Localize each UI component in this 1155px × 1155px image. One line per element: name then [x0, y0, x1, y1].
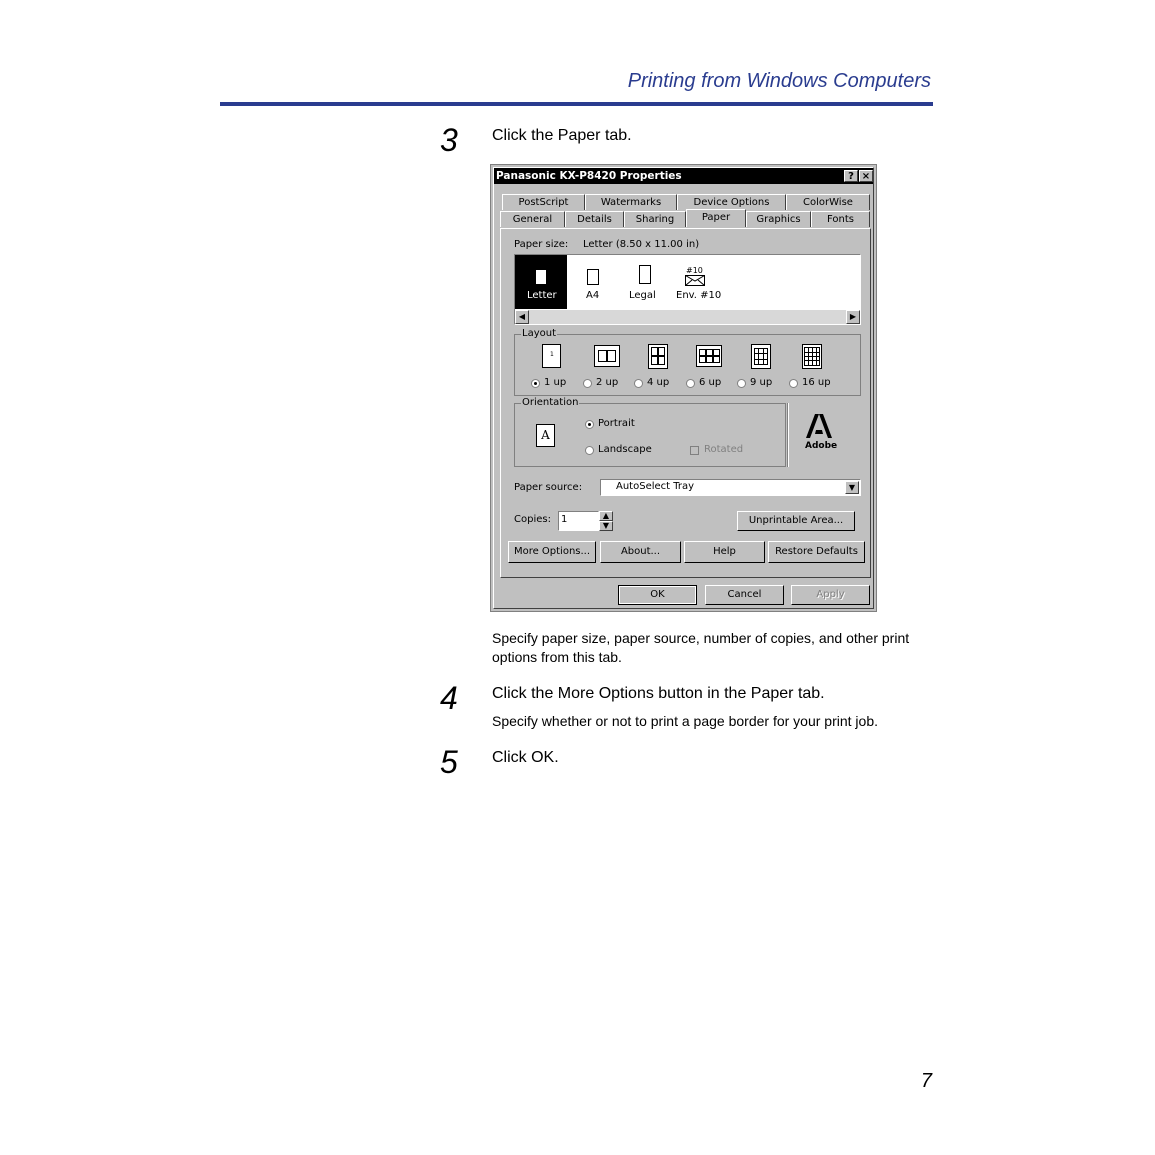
- tab-postscript[interactable]: PostScript: [502, 194, 585, 210]
- help-title-button[interactable]: ?: [844, 170, 858, 182]
- layout-6up-radio[interactable]: [686, 379, 695, 388]
- tab-device-options[interactable]: Device Options: [677, 194, 786, 210]
- paper-letter-item[interactable]: [515, 255, 567, 309]
- layout-1up-icon[interactable]: 1: [542, 344, 561, 368]
- layout-2up-label: 2 up: [596, 377, 619, 388]
- copies-input[interactable]: [558, 511, 599, 531]
- layout-16up-icon[interactable]: [802, 344, 822, 369]
- tab-details[interactable]: Details: [565, 211, 624, 227]
- more-options-button[interactable]: More Options...: [508, 541, 596, 563]
- paper-a4-item[interactable]: [575, 255, 615, 309]
- paper-size-value: Letter (8.50 x 11.00 in): [583, 239, 700, 250]
- layout-4up-icon[interactable]: [648, 344, 668, 369]
- tab-sharing[interactable]: Sharing: [624, 211, 686, 227]
- step-3-text: Click the Paper tab.: [492, 127, 632, 144]
- close-icon[interactable]: ×: [859, 170, 873, 182]
- layout-4up-radio[interactable]: [634, 379, 643, 388]
- page-number: 7: [920, 1070, 932, 1092]
- layout-9up-radio[interactable]: [737, 379, 746, 388]
- chevron-down-icon[interactable]: ▼: [845, 481, 859, 494]
- layout-9up-label: 9 up: [750, 377, 773, 388]
- orientation-page-icon: A: [536, 424, 555, 447]
- landscape-label: Landscape: [598, 444, 652, 455]
- paper-source-label: Paper source:: [514, 482, 583, 493]
- layout-6up-icon[interactable]: [696, 345, 722, 367]
- layout-9up-icon[interactable]: [751, 344, 771, 369]
- page-header-title: Printing from Windows Computers: [627, 70, 931, 92]
- paper-a4-label: A4: [586, 290, 600, 301]
- rotated-label: Rotated: [704, 444, 744, 455]
- rotated-checkbox[interactable]: [690, 446, 699, 455]
- dialog-title: Panasonic KX-P8420 Properties: [496, 170, 682, 182]
- step-5-number: 5: [440, 744, 458, 780]
- help-button[interactable]: Help: [684, 541, 765, 563]
- layout-1up-label: 1 up: [544, 377, 567, 388]
- tab-graphics[interactable]: Graphics: [746, 211, 811, 227]
- adobe-label: Adobe: [805, 441, 838, 451]
- paper-env10-item[interactable]: [673, 255, 723, 309]
- step-4-detail: Specify whether or not to print a page border for your print job.: [492, 713, 878, 729]
- layout-1up-radio[interactable]: [531, 379, 540, 388]
- step-3-number: 3: [440, 122, 458, 158]
- tab-fonts[interactable]: Fonts: [811, 211, 870, 227]
- paper-size-label: Paper size:: [514, 239, 569, 250]
- apply-button[interactable]: Apply: [791, 585, 870, 605]
- legal-page-icon: [639, 265, 651, 284]
- copies-up-icon[interactable]: ▲: [599, 511, 613, 521]
- scroll-right-icon[interactable]: ▶: [846, 310, 860, 324]
- letter-page-icon: [535, 269, 547, 285]
- paper-env10-label: Env. #10: [676, 290, 722, 301]
- layout-4up-label: 4 up: [647, 377, 670, 388]
- printer-properties-dialog: [490, 164, 877, 612]
- dialog-titlebar: [494, 168, 873, 184]
- copies-down-icon[interactable]: ▼: [599, 521, 613, 531]
- step-4-text: Click the More Options button in the Paper tab.: [492, 685, 825, 702]
- cancel-button[interactable]: Cancel: [705, 585, 784, 605]
- layout-group-title: Layout: [522, 328, 556, 339]
- copies-label: Copies:: [514, 514, 551, 525]
- restore-defaults-button[interactable]: Restore Defaults: [768, 541, 865, 563]
- paper-source-select[interactable]: [600, 479, 861, 496]
- scroll-left-icon[interactable]: ◀: [515, 310, 529, 324]
- portrait-label: Portrait: [598, 418, 635, 429]
- paper-legal-item[interactable]: [623, 255, 667, 309]
- paper-list-scrollbar[interactable]: [515, 310, 860, 324]
- copies-value: 1: [561, 514, 568, 525]
- tab-paper[interactable]: Paper: [686, 209, 746, 227]
- step-5-text: Click OK.: [492, 749, 559, 766]
- dialog-caption: Specify paper size, paper source, number of copies, and other print options from this tab.: [492, 630, 910, 665]
- landscape-radio[interactable]: [585, 446, 594, 455]
- orientation-group-title: Orientation: [522, 397, 579, 408]
- paper-letter-label: Letter: [527, 290, 557, 301]
- layout-2up-icon[interactable]: [594, 345, 620, 367]
- paper-legal-label: Legal: [629, 290, 656, 301]
- portrait-radio[interactable]: [585, 420, 594, 429]
- paper-source-value: AutoSelect Tray: [616, 481, 695, 492]
- unprintable-area-button[interactable]: Unprintable Area...: [737, 511, 855, 531]
- adobe-divider: [787, 403, 789, 467]
- adobe-logo-icon: [804, 413, 834, 439]
- paper-size-list: [514, 254, 861, 325]
- layout-2up-radio[interactable]: [583, 379, 592, 388]
- envelope-icon: [685, 275, 705, 286]
- layout-16up-radio[interactable]: [789, 379, 798, 388]
- about-button[interactable]: About...: [600, 541, 681, 563]
- layout-16up-label: 16 up: [802, 377, 831, 388]
- a4-page-icon: [587, 269, 599, 285]
- header-rule: [220, 102, 933, 106]
- step-4-number: 4: [440, 680, 458, 716]
- tab-general[interactable]: General: [500, 211, 565, 227]
- tab-colorwise[interactable]: ColorWise: [786, 194, 870, 210]
- layout-6up-label: 6 up: [699, 377, 722, 388]
- tab-watermarks[interactable]: Watermarks: [585, 194, 677, 210]
- ok-button[interactable]: OK: [618, 585, 697, 605]
- env-number-label: #10: [686, 266, 703, 275]
